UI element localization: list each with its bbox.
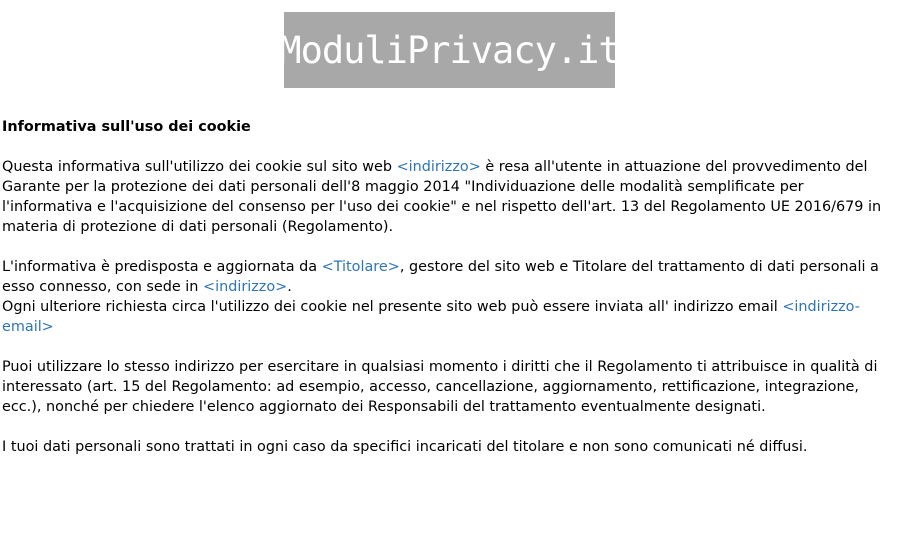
controller-paragraph xyxy=(2,257,896,297)
rights-paragraph: Puoi utilizzare lo stesso indirizzo per esercitare in qualsiasi momento i diritti che il Regolamento ti attribuisce in qualità di interessato (art. 15 del Regolamento: ad esempio, accesso, cancellazione, aggiornamento, rettificazione, integrazione, ecc.), nonché per chiedere l'elenco aggiornato dei Responsabili del trattamento eventualmente designati. xyxy=(2,359,878,415)
controller-text-end: . xyxy=(287,279,292,295)
site-logo xyxy=(279,12,620,88)
cookie-policy-document xyxy=(2,117,896,457)
document-title: Informativa sull'uso dei cookie xyxy=(2,119,251,135)
controller-text-start: L'informativa è predisposta e aggiornata da xyxy=(2,259,322,275)
address-placeholder: <indirizzo> xyxy=(203,279,288,295)
processing-paragraph: I tuoi dati personali sono trattati in ogni caso da specifici incaricati del titolare e non sono comunicati né diffusi. xyxy=(2,439,808,455)
intro-text-end: è resa all'utente in attuazione del provvedimento del Garante per la protezione dei dati personali dell'8 maggio 2014 "Individuazione delle modalità semplificate per l'informativa e l'acquisizione del consenso per l'uso dei cookie" e nel rispetto dell'art. 13 del Regolamento UE 2016/679 in materia di protezione di dati personali (Regolamento). xyxy=(2,159,882,235)
intro-text-start: Questa informativa sull'utilizzo dei cookie sul sito web xyxy=(2,159,397,175)
logo-text: ModuliPrivacy.it xyxy=(279,28,620,72)
website-address-placeholder: <indirizzo> xyxy=(396,159,481,175)
controller-placeholder: <Titolare> xyxy=(321,259,400,275)
email-address-placeholder: <indirizzo-email> xyxy=(2,299,860,335)
intro-paragraph xyxy=(2,157,896,237)
contact-paragraph xyxy=(2,297,896,337)
controller-text-middle: , gestore del sito web e Titolare del trattamento di dati personali a esso connesso, con sede in xyxy=(2,259,879,295)
contact-text: Ogni ulteriore richiesta circa l'utilizzo dei cookie nel presente sito web può essere inviata all' indirizzo email xyxy=(2,299,783,315)
